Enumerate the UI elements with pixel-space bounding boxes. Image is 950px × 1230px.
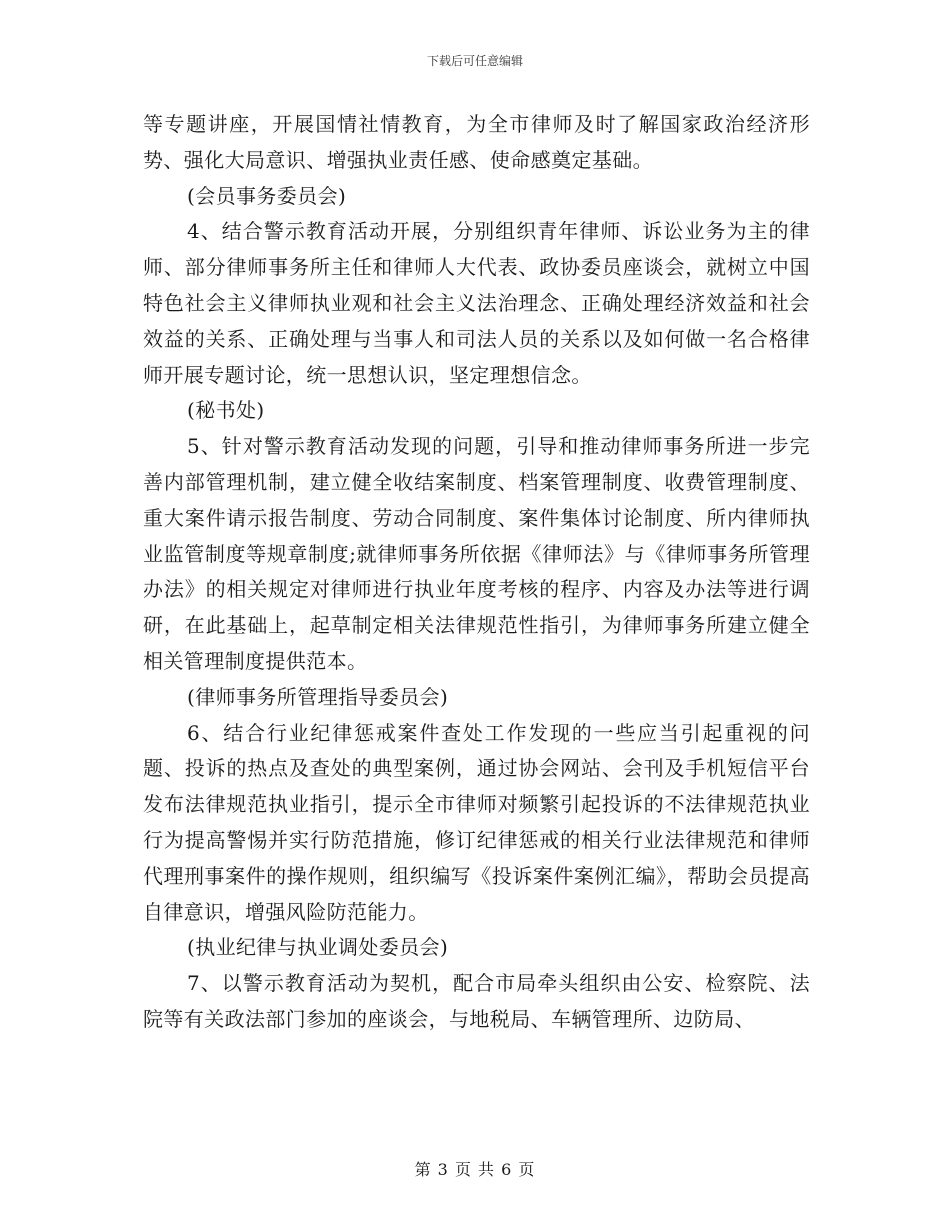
paragraph-item-6: 6、结合行业纪律惩戒案件查处工作发现的一些应当引起重视的问题、投诉的热点及查处的典型案例，通过协会网站、会刊及手机短信平台发布法律规范执业指引，提示全市律师对频繁引起投诉的不法律规范执业行为提高警惕并实行防范措施，修订纪律惩戒的相关行业法律规范和律师代理刑事案件的操作规则，组织编写《投诉案件案例汇编》，帮助会员提高自律意识，增强风险防范能力。 xyxy=(143,720,810,924)
attribution-firm-management: (律师事务所管理指导委员会) xyxy=(187,684,449,709)
page-header: 下载后可任意编辑 xyxy=(426,54,523,68)
paragraph-item-7: 7、以警示教育活动为契机，配合市局牵头组织由公安、检察院、法院等有关政法部门参加的座谈会，与地税局、车辆管理所、边防局、 xyxy=(143,971,810,1031)
document-body xyxy=(143,107,810,1038)
paragraph-item-5: 5、针对警示教育活动发现的问题，引导和推动律师事务所进一步完善内部管理机制，建立健全收结案制度、档案管理制度、收费管理制度、重大案件请示报告制度、劳动合同制度、案件集体讨论制度、所内律师执业监管制度等规章制度;就律师事务所依据《律师法》与《律师事务所管理办法》的相关规定对律师进行执业年度考核的程序、内容及办法等进行调研，在此基础上，起草制定相关法律规范性指引，为律师事务所建立健全相关管理制度提供范本。 xyxy=(143,434,810,673)
attribution-secretariat: (秘书处) xyxy=(187,398,265,423)
paragraph-continuation: 等专题讲座，开展国情社情教育，为全市律师及时了解国家政治经济形势、强化大局意识、增强执业责任感、使命感奠定基础。 xyxy=(143,112,810,172)
attribution-member-affairs: (会员事务委员会) xyxy=(187,183,347,208)
attribution-discipline-committee: (执业纪律与执业调处委员会) xyxy=(187,935,449,960)
paragraph-item-4: 4、结合警示教育活动开展，分别组织青年律师、诉讼业务为主的律师、部分律师事务所主任和律师人大代表、政协委员座谈会，就树立中国特色社会主义律师执业观和社会主义法治理念、正确处理经济效益和社会效益的关系、正确处理与当事人和司法人员的关系以及如何做一名合格律师开展专题讨论，统一思想认识，坚定理想信念。 xyxy=(143,219,810,387)
page-number: 第 3 页 共 6 页 xyxy=(414,1160,536,1179)
